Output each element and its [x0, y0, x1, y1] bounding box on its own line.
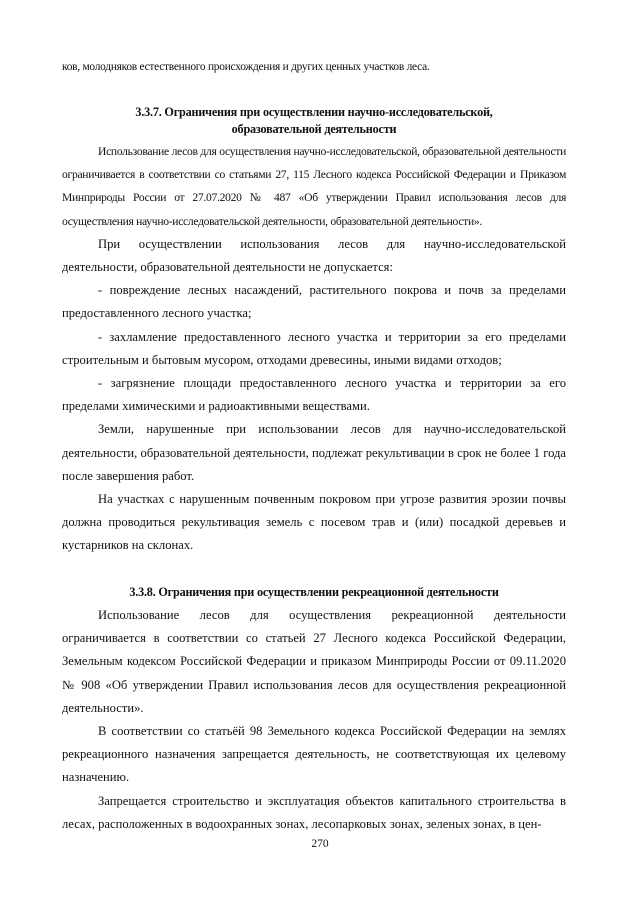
section-3-3-7-body — [62, 140, 566, 558]
section-3-3-8-body — [62, 604, 566, 836]
paragraph: Использование лесов для осуществления научно-исследовательской, образовательной деятельности ограничивается в соответствии со статьями 27, 115 Лесного кодекса Российской Федерации и Приказом Минприроды России от 27.07.2020 № 487 «Об утверждении Правил использования лесов для осуществления научно-исследовательской деятельности, образовательной деятельности». — [62, 145, 566, 228]
list-item: - повреждение лесных насаждений, растительного покрова и почв за пределами предоставленного лесного участка; — [62, 283, 566, 321]
paragraph: Земли, нарушенные при использовании лесов для научно-исследовательской деятельности, образовательной деятельности, подлежат рекультивации в срок не более 1 года после завершения работ. — [62, 422, 566, 483]
continuation-line: ков, молодняков естественного происхождения и других ценных участков леса. — [62, 61, 430, 73]
section-3-3-8-heading — [62, 584, 566, 601]
paragraph: Запрещается строительство и эксплуатация объектов капитального строительства в лесах, расположенных в водоохранных зонах, лесопарковых зонах, зеленых зонах, в цен- — [62, 793, 566, 831]
paragraph: На участках с нарушенным почвенным покровом при угрозе развития эрозии почвы должна проводиться рекультивация земель с посевом трав и (или) посадкой деревьев и кустарников на склонах. — [62, 492, 566, 553]
continuation-block — [62, 56, 566, 79]
list-item: - захламление предоставленного лесного участка и территории за его пределами строительным и бытовым мусором, отходами древесины, иными видами отходов; — [62, 329, 566, 367]
section-3-3-7-heading — [62, 104, 566, 138]
page-number: 270 — [311, 838, 329, 850]
list-item: - загрязнение площади предоставленного лесного участка и территории за его пределами химическими и радиоактивными веществами. — [62, 376, 566, 414]
section-3-3-7-heading-line1: 3.3.7. Ограничения при осуществлении научно-исследовательской, — [135, 105, 493, 119]
paragraph: В соответствии со статьёй 98 Земельного кодекса Российской Федерации на землях рекреационного назначения запрещается деятельность, не соответствующая их целевому назначению. — [62, 724, 566, 785]
paragraph: Использование лесов для осуществления рекреационной деятельности ограничивается в соответствии со статьей 27 Лесного кодекса Российской Федерации, Земельным кодексом Российской Федерации и приказом Минприроды России от 09.11.2020 № 908 «Об утверждении Правил использования лесов для осуществления рекреационной деятельности». — [62, 608, 566, 715]
section-3-3-8-heading-line: 3.3.8. Ограничения при осуществлении рекреационной деятельности — [129, 585, 499, 599]
paragraph: При осуществлении использования лесов для научно-исследовательской деятельности, образовательной деятельности не допускается: — [62, 236, 566, 275]
section-3-3-7-heading-line2: образовательной деятельности — [231, 122, 397, 136]
